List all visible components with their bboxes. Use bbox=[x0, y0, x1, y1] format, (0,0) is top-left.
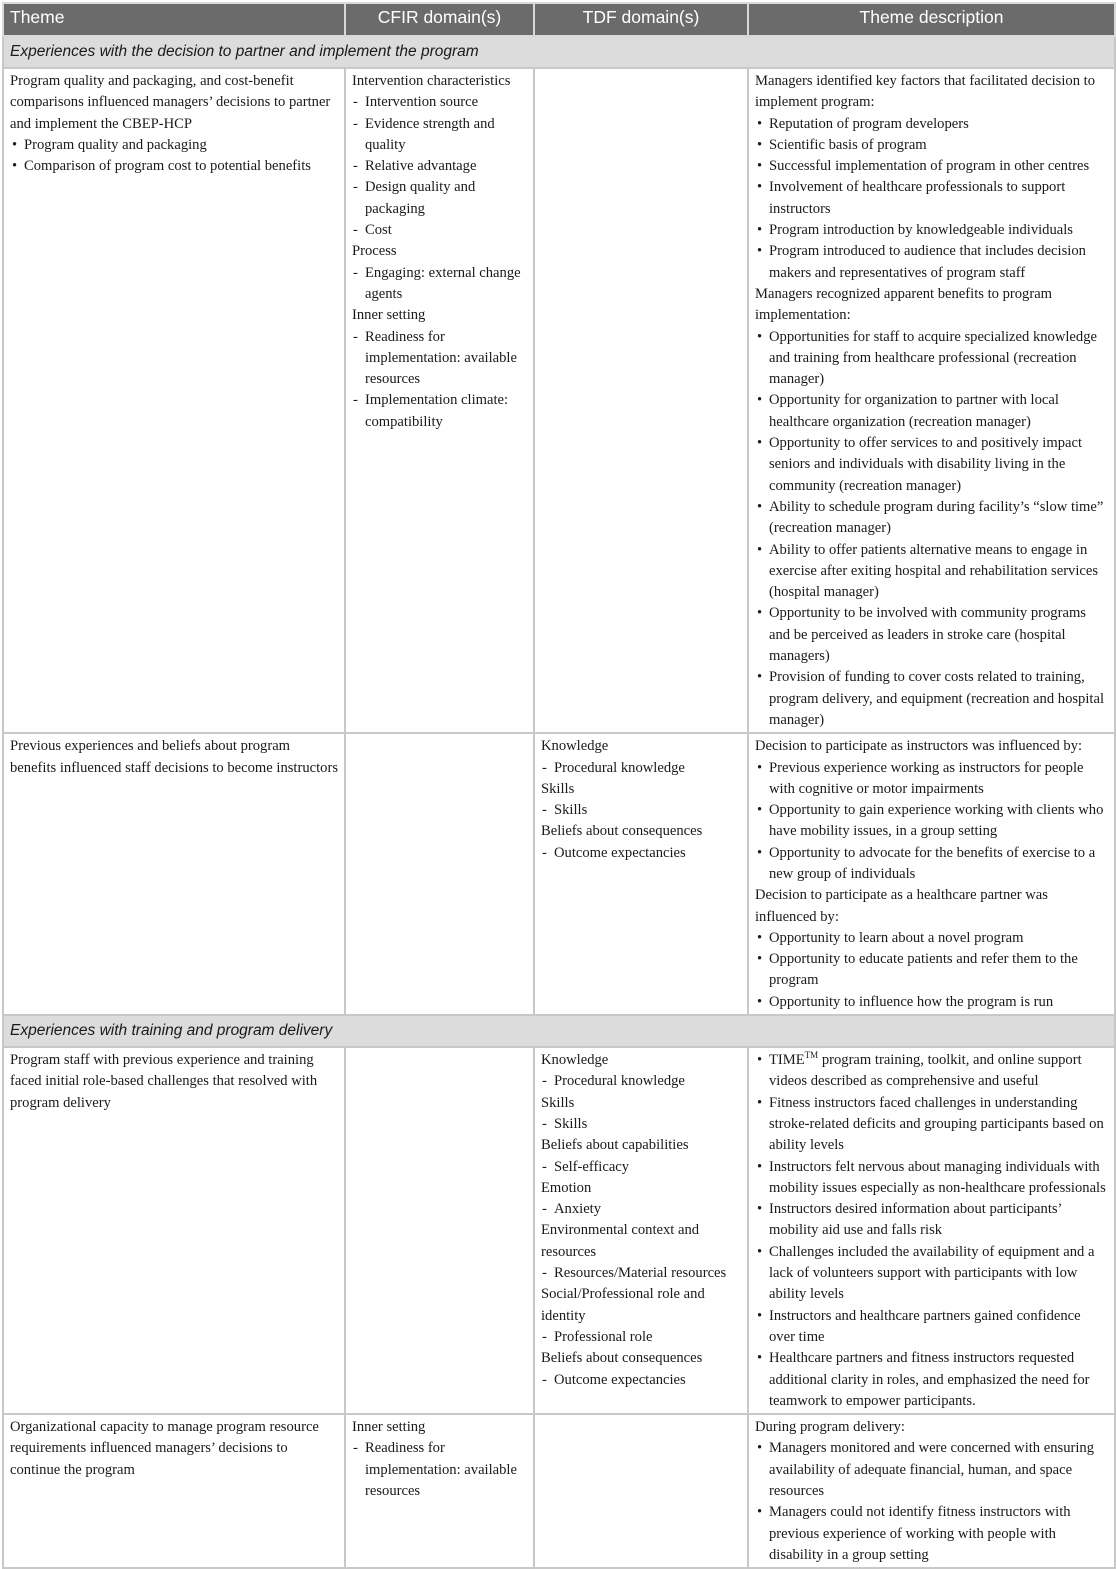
paragraph bbox=[352, 71, 527, 92]
item-text: Program staff with previous experience and training faced initial role-based challenges that resolved with program delivery bbox=[10, 1052, 318, 1111]
table-row bbox=[3, 733, 1115, 1015]
item-text: Inner setting bbox=[352, 1419, 426, 1436]
item-text: Engaging: external change agents bbox=[365, 264, 521, 302]
item-text: Involvement of healthcare professionals to support instructors bbox=[769, 179, 1066, 217]
sub-item bbox=[352, 92, 527, 113]
item-text: Self-efficacy bbox=[554, 1158, 630, 1175]
sub-item bbox=[541, 1327, 741, 1348]
item-text: Evidence strength and quality bbox=[365, 115, 495, 153]
header-cfir-domains: CFIR domain(s) bbox=[345, 3, 534, 36]
bullet-item bbox=[755, 1348, 1108, 1412]
bullet-item bbox=[755, 220, 1108, 241]
item-text: Challenges included the availability of equipment and a lack of volunteers support with participants with low ability levels bbox=[769, 1243, 1095, 1303]
item-text: Managers recognized apparent benefits to program implementation: bbox=[755, 285, 1053, 324]
paragraph bbox=[10, 1417, 338, 1481]
sub-item bbox=[541, 800, 741, 821]
paragraph bbox=[10, 1050, 338, 1114]
sub-item bbox=[352, 114, 527, 157]
sub-item bbox=[541, 758, 741, 779]
sub-item bbox=[352, 156, 527, 177]
item-text: Emotion bbox=[541, 1179, 592, 1196]
item-text: Reputation of program developers bbox=[769, 115, 969, 132]
item-text: Inner setting bbox=[352, 307, 426, 324]
item-text: Previous experience working as instructors for people with cognitive or motor impairments bbox=[769, 759, 1084, 797]
bullet-item bbox=[755, 1242, 1108, 1306]
item-text: Beliefs about capabilities bbox=[541, 1137, 689, 1154]
bullet-item bbox=[755, 433, 1108, 497]
item-text: Procedural knowledge bbox=[554, 1073, 685, 1090]
paragraph bbox=[541, 1135, 741, 1156]
cfir-cell bbox=[345, 733, 534, 1015]
item-text: Opportunity to educate patients and refer them to the program bbox=[769, 951, 1078, 989]
bullet-item bbox=[10, 156, 338, 177]
bullet-item bbox=[755, 1438, 1108, 1502]
item-text: Decision to participate as instructors was influenced by: bbox=[755, 738, 1083, 755]
paragraph bbox=[352, 1417, 527, 1438]
item-text: Opportunity to gain experience working with clients who have mobility issues, in a group setting bbox=[769, 802, 1104, 840]
item-text: Instructors and healthcare partners gained confidence over time bbox=[769, 1307, 1081, 1345]
bullet-item bbox=[755, 177, 1108, 220]
paragraph bbox=[541, 1093, 741, 1114]
bullet-item bbox=[755, 497, 1108, 540]
cfir-cell bbox=[345, 1414, 534, 1568]
bullet-item bbox=[755, 390, 1108, 433]
item-text: Program quality and packaging, and cost-benefit comparisons influenced managers’ decisions to partner and implement the CBEP-HCP bbox=[10, 73, 331, 132]
item-text: Opportunities for staff to acquire specialized knowledge and training from healthcare professional (recreation manager) bbox=[769, 328, 1097, 388]
theme-cell bbox=[3, 733, 345, 1015]
sub-item bbox=[352, 263, 527, 306]
header-theme: Theme bbox=[3, 3, 345, 36]
paragraph bbox=[541, 821, 741, 842]
bullet-item bbox=[755, 667, 1108, 731]
table-row bbox=[3, 1414, 1115, 1568]
item-text: Instructors desired information about participants’ mobility aid use and falls risk bbox=[769, 1201, 1062, 1239]
tdf-cell bbox=[534, 733, 748, 1015]
bullet-item bbox=[755, 156, 1108, 177]
item-text: Skills bbox=[541, 1094, 575, 1111]
bullet-item bbox=[755, 603, 1108, 667]
sub-item bbox=[541, 1199, 741, 1220]
paragraph bbox=[352, 241, 527, 262]
item-text: Provision of funding to cover costs related to training, program delivery, and equipment (recreation and hospital manager) bbox=[769, 669, 1104, 728]
item-text: During program delivery: bbox=[755, 1419, 905, 1436]
item-text: Intervention characteristics bbox=[352, 73, 511, 89]
sub-item bbox=[352, 390, 527, 433]
description-cell bbox=[748, 1047, 1115, 1414]
item-text: Program introduction by knowledgeable individuals bbox=[769, 222, 1073, 239]
item-text: Procedural knowledge bbox=[554, 759, 685, 776]
item-text: Design quality and packaging bbox=[365, 179, 476, 217]
item-text: Environmental context and resources bbox=[541, 1222, 700, 1260]
item-text: Ability to offer patients alternative means to engage in exercise after exiting hospital and rehabilitation services (hospital manager) bbox=[769, 541, 1099, 601]
item-text: Opportunity to offer services to and positively impact seniors and individuals with disability living in the community (recreation manager) bbox=[769, 435, 1083, 494]
sub-item bbox=[352, 177, 527, 220]
tdf-cell bbox=[534, 1047, 748, 1414]
item-text: Ability to schedule program during facility’s “slow time” (recreation manager) bbox=[769, 498, 1104, 537]
bullet-item bbox=[755, 843, 1108, 886]
item-text: Program introduced to audience that includes decision makers and representatives of program staff bbox=[769, 243, 1086, 281]
item-text: Anxiety bbox=[554, 1201, 602, 1218]
paragraph bbox=[541, 736, 741, 757]
item-text-continued: program training, toolkit, and online support videos described as comprehensive and useful bbox=[769, 1052, 1082, 1090]
item-text: Readiness for implementation: available resources bbox=[365, 328, 517, 388]
bullet-item bbox=[755, 992, 1108, 1013]
section-title: Experiences with the decision to partner and implement the program bbox=[3, 36, 1115, 68]
table-body bbox=[3, 36, 1115, 1568]
item-text: Instructors felt nervous about managing individuals with mobility issues especially as non-healthcare professionals bbox=[769, 1158, 1106, 1196]
item-text: Organizational capacity to manage program resource requirements influenced managers’ decisions to continue the program bbox=[10, 1419, 319, 1478]
bullet-item bbox=[755, 241, 1108, 284]
table-row bbox=[3, 68, 1115, 733]
item-text: Relative advantage bbox=[365, 158, 477, 175]
table-row bbox=[3, 1047, 1115, 1414]
item-text: Intervention source bbox=[365, 94, 479, 111]
item-text: Outcome expectancies bbox=[554, 844, 686, 861]
paragraph bbox=[352, 305, 527, 326]
section-row bbox=[3, 36, 1115, 68]
sub-item bbox=[541, 1370, 741, 1391]
item-text: Skills bbox=[554, 802, 588, 819]
bullet-item bbox=[10, 135, 338, 156]
item-text: Opportunity for organization to partner with local healthcare organization (recreation manager) bbox=[769, 392, 1059, 430]
item-text: Opportunity to advocate for the benefits of exercise to a new group of individuals bbox=[769, 844, 1096, 882]
sub-item bbox=[541, 1263, 741, 1284]
bullet-item bbox=[755, 135, 1108, 156]
paragraph bbox=[10, 736, 338, 779]
item-text: Previous experiences and beliefs about program benefits influenced staff decisions to become instructors bbox=[10, 738, 338, 776]
item-text: Scientific basis of program bbox=[769, 136, 927, 153]
item-text: Decision to participate as a healthcare partner was influenced by: bbox=[755, 887, 1048, 925]
item-text: Knowledge bbox=[541, 1052, 609, 1069]
bullet-item bbox=[755, 1502, 1108, 1566]
sub-item bbox=[352, 220, 527, 241]
bullet-item bbox=[755, 949, 1108, 992]
section-title: Experiences with training and program delivery bbox=[3, 1015, 1115, 1047]
item-text: Beliefs about consequences bbox=[541, 823, 703, 840]
paragraph bbox=[541, 779, 741, 800]
bullet-item bbox=[755, 114, 1108, 135]
item-text: Managers monitored and were concerned with ensuring availability of adequate financial, human, and space resources bbox=[769, 1440, 1095, 1499]
sub-item bbox=[541, 843, 741, 864]
sub-item bbox=[352, 1438, 527, 1502]
paragraph bbox=[541, 1284, 741, 1327]
description-cell bbox=[748, 733, 1115, 1015]
item-text: Professional role bbox=[554, 1328, 653, 1345]
tdf-cell bbox=[534, 1414, 748, 1568]
bullet-item bbox=[755, 800, 1108, 843]
theme-cell bbox=[3, 1414, 345, 1568]
bullet-item bbox=[755, 1306, 1108, 1349]
paragraph bbox=[10, 71, 338, 135]
bullet-item bbox=[755, 1050, 1108, 1093]
paragraph bbox=[541, 1050, 741, 1071]
item-text: Program quality and packaging bbox=[24, 136, 207, 153]
bullet-item bbox=[755, 327, 1108, 391]
paragraph bbox=[755, 736, 1108, 757]
item-text: Skills bbox=[554, 1115, 588, 1132]
item-text: Social/Professional role and identity bbox=[541, 1286, 705, 1324]
bullet-item bbox=[755, 1093, 1108, 1157]
bullet-item bbox=[755, 928, 1108, 949]
bullet-item bbox=[755, 758, 1108, 801]
bullet-item bbox=[755, 1199, 1108, 1242]
description-cell bbox=[748, 1414, 1115, 1568]
theme-cell bbox=[3, 68, 345, 733]
item-text: Cost bbox=[365, 222, 392, 239]
trademark-superscript: TM bbox=[804, 1050, 819, 1061]
theme-cell bbox=[3, 1047, 345, 1414]
header-theme-description: Theme description bbox=[748, 3, 1115, 36]
item-text: Managers could not identify fitness instructors with previous experience of working with people with disability in a group setting bbox=[769, 1504, 1071, 1563]
item-text: Opportunity to influence how the program is run bbox=[769, 993, 1054, 1010]
tdf-cell bbox=[534, 68, 748, 733]
item-text: Skills bbox=[541, 780, 575, 797]
header-row bbox=[3, 3, 1115, 36]
item-text: Opportunity to learn about a novel program bbox=[769, 929, 1024, 946]
paragraph bbox=[755, 71, 1108, 114]
themes-table bbox=[2, 2, 1116, 1569]
item-text: Fitness instructors faced challenges in understanding stroke-related deficits and grouping participants based on ability levels bbox=[769, 1094, 1104, 1154]
item-text: Outcome expectancies bbox=[554, 1371, 686, 1388]
section-row bbox=[3, 1015, 1115, 1047]
item-text: Successful implementation of program in other centres bbox=[769, 158, 1090, 175]
sub-item bbox=[541, 1071, 741, 1092]
sub-item bbox=[541, 1114, 741, 1135]
paragraph bbox=[755, 885, 1108, 928]
item-text: Managers identified key factors that facilitated decision to implement program: bbox=[755, 73, 1095, 111]
paragraph bbox=[541, 1220, 741, 1263]
cfir-cell bbox=[345, 68, 534, 733]
paragraph bbox=[541, 1348, 741, 1369]
bullet-item bbox=[755, 1157, 1108, 1200]
item-text: Process bbox=[352, 243, 397, 260]
paragraph bbox=[755, 1417, 1108, 1438]
item-text: TIME bbox=[769, 1052, 805, 1069]
item-text: Knowledge bbox=[541, 738, 609, 755]
item-text: Readiness for implementation: available resources bbox=[365, 1440, 517, 1499]
paragraph bbox=[755, 284, 1108, 327]
sub-item bbox=[352, 327, 527, 391]
header-tdf-domains: TDF domain(s) bbox=[534, 3, 748, 36]
item-text: Opportunity to be involved with community programs and be perceived as leaders in stroke care (hospital managers) bbox=[769, 605, 1086, 665]
item-text: Healthcare partners and fitness instructors requested additional clarity in roles, and emphasized the need for teamwork to empower participants. bbox=[769, 1350, 1090, 1409]
item-text: Resources/Material resources bbox=[554, 1265, 727, 1282]
item-text: Comparison of program cost to potential benefits bbox=[24, 158, 311, 175]
item-text: Implementation climate: compatibility bbox=[365, 392, 509, 430]
item-text: Beliefs about consequences bbox=[541, 1350, 703, 1367]
cfir-cell bbox=[345, 1047, 534, 1414]
description-cell bbox=[748, 68, 1115, 733]
sub-item bbox=[541, 1157, 741, 1178]
paragraph bbox=[541, 1178, 741, 1199]
bullet-item bbox=[755, 540, 1108, 604]
